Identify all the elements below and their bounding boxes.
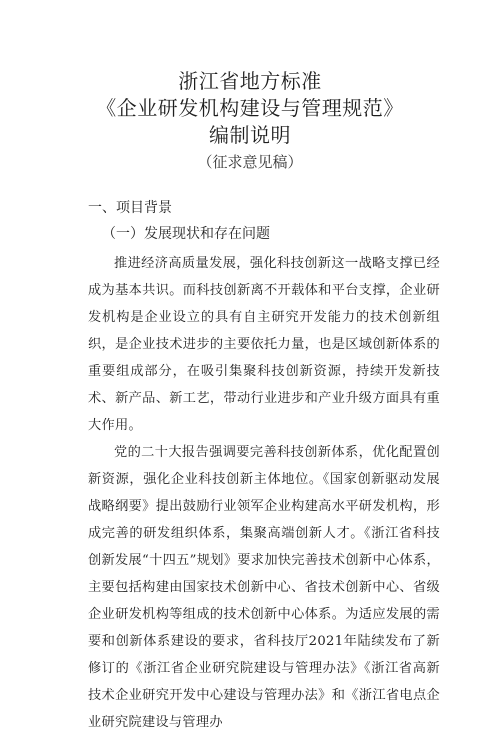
subsection-heading: （一）发展现状和存在问题 (102, 226, 270, 242)
title-line-document-name: 《企业研发机构建设与管理规范》 (96, 96, 404, 120)
document-body (88, 198, 440, 736)
section-heading: 一、项目背景 (88, 200, 172, 216)
paragraph: 党的二十大报告强调要完善科技创新体系，优化配置创新资源，强化企业科技创新主体地位。《国家创新驱动发展战略纲要》提出鼓励行业领军企业构建高水平研发机构，形成完善的研发组织体系，集聚高端创新人才。《浙江省科技创新发展“十四五”规划》要求加快完善技术创新中心体系，主要包括构建由国家技术创新中心、省技术创新中心、省级企业研发机构等组成的技术创新中心体系。为适应发展的需要和创新体系建设的要求，省科技厅2021年陆续发布了新修订的《浙江省企业研究院建设与管理办法》《浙江省高新技术企业研究开发中心建设与管理办法》和《浙江省电点企业研究院建设与管理办 (88, 445, 440, 730)
title-line-standard: 浙江省地方标准 (178, 69, 322, 93)
draft-status-subtitle: （征求意见稿） (197, 153, 303, 171)
paragraph: 推进经济高质量发展，强化科技创新这一战略支撑已经成为基本共识。而科技创新离不开载体和平台支撑，企业研发机构是企业设立的具有自主研究开发能力的技术创新组织，是企业技术进步的主要依托力量，也是区域创新体系的重要组成部分，在吸引集聚科技创新资源，持续开发新技术、新产品、新工艺，带动行业进步和产业升级方面具有重大作用。 (88, 256, 440, 433)
title-line-explanation: 编制说明 (209, 123, 291, 147)
title-block (0, 68, 500, 173)
